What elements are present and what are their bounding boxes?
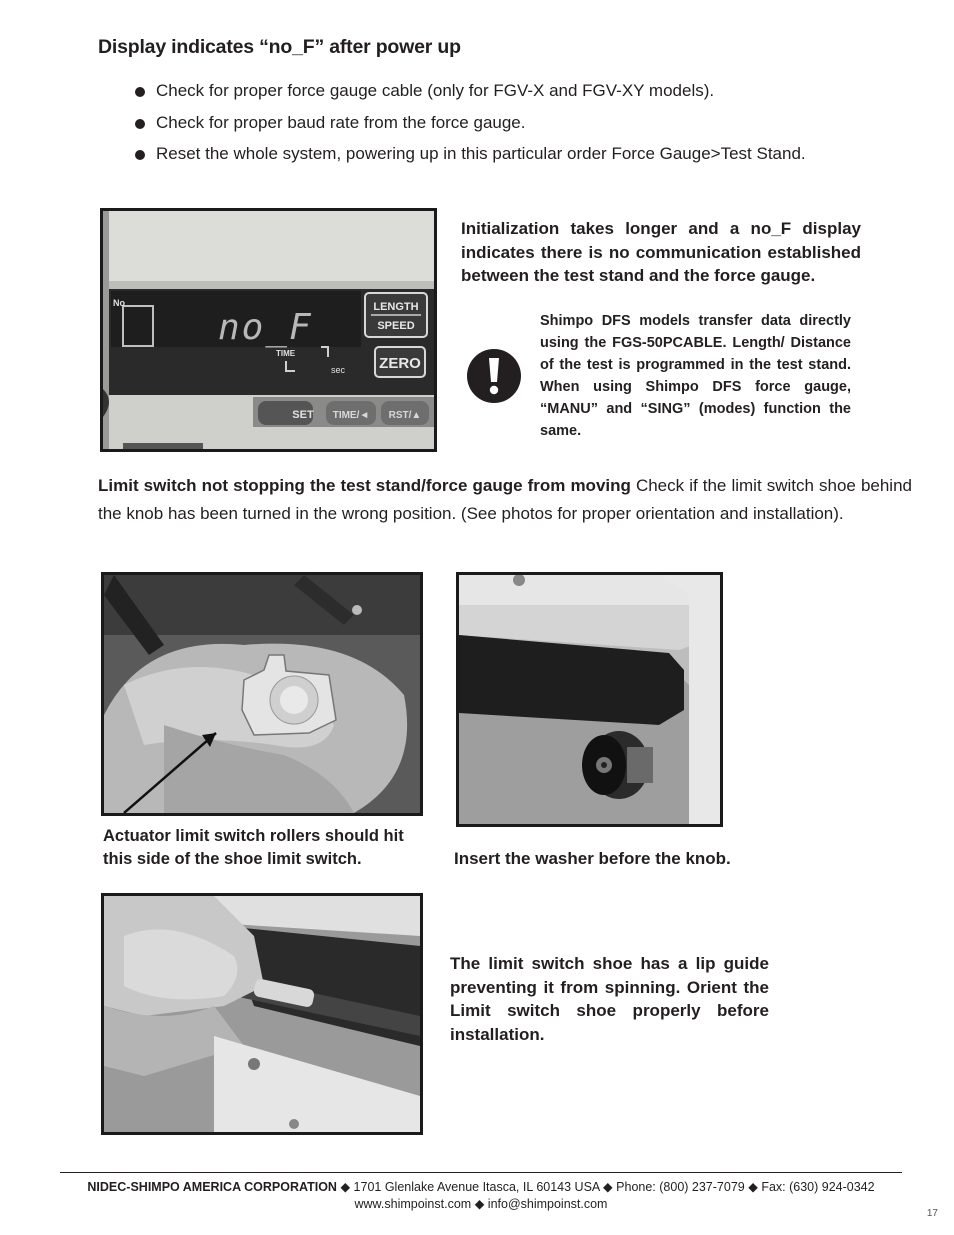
shoe-limit-switch-photo: [101, 572, 423, 816]
footer-website[interactable]: www.shimpoinst.com: [354, 1197, 472, 1211]
limit-switch-body: Check if the limit switch shoe behind the knob has been turned in the wrong position. (See photos for proper orientation and installation).: [98, 476, 912, 523]
footer-fax: Fax: (630) 924-0342: [761, 1180, 875, 1194]
speed-label: SPEED: [377, 320, 415, 332]
footer-divider: [60, 1172, 902, 1173]
time-button-label: TIME/◄: [332, 410, 370, 421]
list-item: Check for proper force gauge cable (only for FGV-X and FGV-XY models).: [133, 79, 806, 111]
limit-switch-paragraph: [98, 472, 912, 528]
set-label: SET: [292, 409, 314, 421]
checklist: [133, 79, 806, 174]
caption-washer: Insert the washer before the knob.: [454, 849, 731, 868]
zero-label: ZERO: [379, 355, 421, 372]
footer-contact-line: NIDEC-SHIMPO AMERICA CORPORATION ◆ 1701 Glenlake Avenue Itasca, IL 60143 USA ◆ Phone: (800) 237-7079 ◆ Fax: (630) 924-0342: [87, 1180, 875, 1194]
sec-label: sec: [331, 365, 346, 375]
length-label: LENGTH: [373, 301, 419, 313]
footer-company: NIDEC-SHIMPO AMERICA CORPORATION: [87, 1180, 337, 1194]
section-title: Display indicates “no_F” after power up: [98, 36, 461, 58]
caption-lip-guide: The limit switch shoe has a lip guide preventing it from spinning. Orient the Limit switch shoe properly before installation.: [450, 954, 769, 1044]
initialization-text: Initialization takes longer and a no_F display indicates there is no communication established between the test stand and the force gauge.: [461, 219, 861, 285]
dfs-note: Shimpo DFS models transfer data directly using the FGS-50PCABLE. Length/ Distance of the test is programmed in the test stand. When using Shimpo DFS force gauge, “MANU” and “SING” (modes) function the same.: [540, 313, 851, 439]
limit-switch-heading: Limit switch not stopping the test stand/force gauge from moving: [98, 476, 631, 495]
lip-guide-photo: [101, 893, 423, 1135]
caption-actuator: Actuator limit switch rollers should hit this side of the shoe limit switch.: [103, 827, 404, 868]
exclamation-icon: [466, 348, 522, 404]
bullet-dot: [135, 87, 145, 97]
display-readout: no_F: [218, 307, 313, 348]
no-label: No: [113, 298, 125, 308]
rst-button-label: RST/▲: [388, 410, 422, 421]
bullet-dot: [135, 119, 145, 129]
page-number: 17: [926, 1208, 938, 1219]
list-item: Reset the whole system, powering up in this particular order Force Gauge>Test Stand.: [133, 142, 806, 174]
footer-email[interactable]: info@shimpoinst.com: [487, 1197, 608, 1211]
washer-knob-photo: [456, 572, 723, 827]
time-label: TIME: [276, 349, 296, 358]
bullet-dot: [135, 150, 145, 160]
footer-phone: Phone: (800) 237-7079: [616, 1180, 745, 1194]
display-panel-photo: [100, 208, 437, 452]
footer-web-line: www.shimpoinst.com ◆ info@shimpoinst.com: [354, 1197, 608, 1211]
footer-address: 1701 Glenlake Avenue Itasca, IL 60143 USA: [353, 1180, 600, 1194]
list-item: Check for proper baud rate from the force gauge.: [133, 111, 806, 143]
